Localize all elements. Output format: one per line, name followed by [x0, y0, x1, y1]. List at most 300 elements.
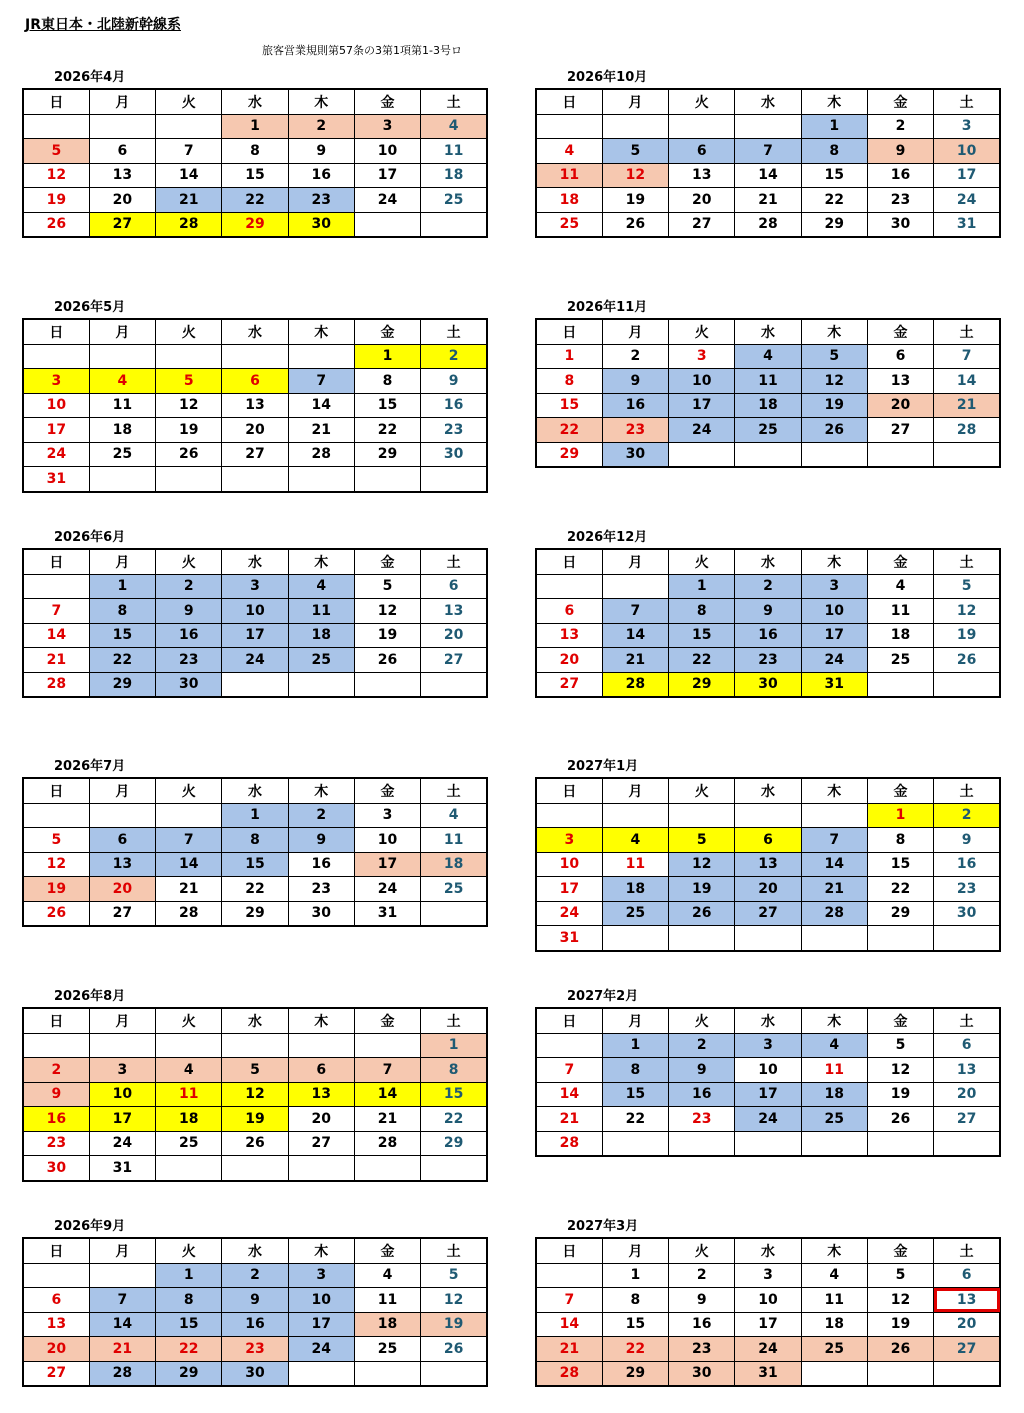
day-cell	[669, 803, 735, 828]
day-cell: 26	[867, 1107, 933, 1132]
day-cell: 10	[354, 828, 420, 853]
day-cell	[354, 467, 420, 492]
day-cell: 2	[288, 803, 354, 828]
day-cell: 6	[934, 1263, 1000, 1288]
week-row	[23, 1082, 487, 1107]
day-cell: 30	[669, 1361, 735, 1386]
day-cell: 25	[735, 418, 801, 443]
day-cell: 12	[867, 1288, 933, 1313]
day-cell: 14	[89, 1312, 155, 1337]
day-cell: 21	[536, 1337, 602, 1362]
day-cell	[801, 1131, 867, 1156]
month-calendar	[22, 300, 488, 493]
day-cell	[23, 803, 89, 828]
month-calendar	[22, 1219, 488, 1387]
weekday-header: 金	[354, 549, 420, 574]
day-cell: 5	[801, 344, 867, 369]
month-calendar	[22, 530, 488, 698]
day-cell: 25	[536, 212, 602, 237]
day-cell: 24	[735, 1337, 801, 1362]
day-cell: 21	[156, 188, 222, 213]
month-table	[22, 548, 488, 698]
weekday-header: 月	[89, 1008, 155, 1033]
day-cell: 4	[801, 1033, 867, 1058]
day-cell: 1	[536, 344, 602, 369]
day-cell	[89, 1033, 155, 1058]
page-title: JR東日本・北陸新幹線系	[25, 17, 181, 33]
day-cell	[354, 1361, 420, 1386]
day-cell: 29	[89, 672, 155, 697]
day-cell: 3	[536, 828, 602, 853]
day-cell: 8	[669, 599, 735, 624]
day-cell: 16	[669, 1312, 735, 1337]
day-cell: 28	[801, 901, 867, 926]
week-row	[536, 369, 1000, 394]
week-row	[536, 1361, 1000, 1386]
day-cell	[536, 1033, 602, 1058]
week-row	[23, 672, 487, 697]
day-cell: 10	[288, 1288, 354, 1313]
day-cell: 19	[867, 1082, 933, 1107]
week-row	[536, 1337, 1000, 1362]
day-cell	[536, 1263, 602, 1288]
day-cell: 29	[669, 672, 735, 697]
day-cell: 11	[801, 1058, 867, 1083]
month-title: 2026年6月	[54, 530, 126, 545]
week-row	[536, 1082, 1000, 1107]
week-row	[23, 648, 487, 673]
day-cell: 28	[536, 1361, 602, 1386]
week-row	[536, 188, 1000, 213]
day-cell: 19	[421, 1312, 487, 1337]
weekday-header: 月	[602, 1238, 668, 1263]
day-cell: 15	[867, 852, 933, 877]
day-cell: 27	[536, 672, 602, 697]
day-cell: 17	[354, 852, 420, 877]
month-table	[535, 1237, 1001, 1387]
day-cell	[735, 442, 801, 467]
day-cell: 1	[222, 803, 288, 828]
day-cell: 5	[23, 139, 89, 164]
day-cell: 1	[89, 574, 155, 599]
day-cell: 28	[156, 212, 222, 237]
day-cell: 20	[23, 1337, 89, 1362]
day-cell: 5	[354, 574, 420, 599]
month-table	[535, 777, 1001, 952]
day-cell: 4	[421, 803, 487, 828]
weekday-header: 土	[421, 549, 487, 574]
weekday-header: 土	[421, 319, 487, 344]
day-cell: 15	[602, 1312, 668, 1337]
day-cell: 23	[288, 188, 354, 213]
day-cell: 10	[23, 393, 89, 418]
day-cell: 11	[156, 1082, 222, 1107]
day-cell: 10	[536, 852, 602, 877]
day-cell: 31	[536, 926, 602, 951]
day-cell: 21	[288, 418, 354, 443]
day-cell: 14	[934, 369, 1000, 394]
month-calendar	[535, 1219, 1001, 1387]
day-cell	[669, 442, 735, 467]
week-row	[23, 163, 487, 188]
day-cell	[89, 1263, 155, 1288]
week-row	[23, 1312, 487, 1337]
day-cell: 25	[89, 442, 155, 467]
weekday-header: 水	[735, 89, 801, 114]
day-cell: 2	[934, 803, 1000, 828]
week-row	[536, 139, 1000, 164]
day-cell: 13	[89, 163, 155, 188]
day-cell: 6	[288, 1058, 354, 1083]
week-row	[536, 901, 1000, 926]
week-row	[536, 393, 1000, 418]
weekday-header: 月	[89, 319, 155, 344]
weekday-header: 土	[421, 89, 487, 114]
day-cell: 28	[354, 1131, 420, 1156]
day-cell: 2	[288, 114, 354, 139]
week-row	[23, 901, 487, 926]
day-cell: 14	[288, 393, 354, 418]
day-cell	[602, 574, 668, 599]
month-table	[22, 777, 488, 927]
month-calendar	[535, 759, 1001, 952]
day-cell: 17	[222, 623, 288, 648]
day-cell: 7	[934, 344, 1000, 369]
day-cell: 19	[354, 623, 420, 648]
day-cell: 22	[602, 1107, 668, 1132]
day-cell	[421, 1361, 487, 1386]
month-calendar	[22, 70, 488, 238]
day-cell: 13	[934, 1288, 1000, 1313]
day-cell: 5	[421, 1263, 487, 1288]
day-cell: 11	[421, 828, 487, 853]
day-cell: 16	[934, 852, 1000, 877]
month-title: 2027年3月	[567, 1219, 639, 1234]
day-cell: 4	[288, 574, 354, 599]
month-title: 2027年1月	[567, 759, 639, 774]
day-cell	[288, 672, 354, 697]
month-table	[535, 1007, 1001, 1157]
day-cell: 12	[354, 599, 420, 624]
day-cell: 24	[23, 442, 89, 467]
day-cell: 16	[288, 163, 354, 188]
day-cell	[23, 1263, 89, 1288]
day-cell	[89, 467, 155, 492]
weekday-header: 土	[934, 778, 1000, 803]
day-cell: 3	[222, 574, 288, 599]
day-cell	[669, 114, 735, 139]
day-cell: 11	[536, 163, 602, 188]
day-cell: 29	[602, 1361, 668, 1386]
day-cell: 6	[89, 828, 155, 853]
weekday-header: 日	[23, 319, 89, 344]
day-cell	[536, 114, 602, 139]
day-cell	[934, 1131, 1000, 1156]
month-table	[535, 318, 1001, 468]
day-cell	[602, 803, 668, 828]
week-row	[536, 1058, 1000, 1083]
day-cell: 1	[421, 1033, 487, 1058]
day-cell: 2	[23, 1058, 89, 1083]
day-cell: 9	[222, 1288, 288, 1313]
day-cell: 20	[867, 393, 933, 418]
day-cell: 1	[602, 1263, 668, 1288]
day-cell: 23	[602, 418, 668, 443]
day-cell: 2	[421, 344, 487, 369]
day-cell: 26	[354, 648, 420, 673]
weekday-header: 日	[536, 1238, 602, 1263]
day-cell	[222, 1033, 288, 1058]
day-cell	[288, 467, 354, 492]
day-cell: 12	[669, 852, 735, 877]
day-cell: 3	[354, 803, 420, 828]
day-cell	[867, 1131, 933, 1156]
day-cell: 25	[602, 901, 668, 926]
day-cell	[602, 1131, 668, 1156]
day-cell: 24	[934, 188, 1000, 213]
day-cell: 25	[156, 1131, 222, 1156]
day-cell: 15	[602, 1082, 668, 1107]
day-cell: 8	[602, 1288, 668, 1313]
day-cell: 11	[801, 1288, 867, 1313]
weekday-header: 木	[801, 319, 867, 344]
weekday-header: 土	[421, 1238, 487, 1263]
weekday-header: 土	[421, 1008, 487, 1033]
weekday-header: 木	[288, 778, 354, 803]
day-cell: 26	[222, 1131, 288, 1156]
page-subtitle: 旅客営業規則第57条の3第1項第1-3号ロ	[262, 44, 462, 57]
week-row	[23, 1337, 487, 1362]
day-cell: 6	[23, 1288, 89, 1313]
weekday-header-row	[23, 1008, 487, 1033]
day-cell	[801, 803, 867, 828]
day-cell: 27	[288, 1131, 354, 1156]
day-cell: 11	[288, 599, 354, 624]
day-cell: 21	[735, 188, 801, 213]
day-cell: 24	[288, 1337, 354, 1362]
day-cell: 17	[934, 163, 1000, 188]
day-cell: 15	[669, 623, 735, 648]
day-cell: 20	[669, 188, 735, 213]
day-cell: 20	[222, 418, 288, 443]
day-cell: 10	[934, 139, 1000, 164]
day-cell	[934, 672, 1000, 697]
day-cell: 17	[735, 1082, 801, 1107]
weekday-header: 日	[23, 1238, 89, 1263]
week-row	[536, 599, 1000, 624]
day-cell	[222, 344, 288, 369]
day-cell	[801, 442, 867, 467]
day-cell: 4	[421, 114, 487, 139]
day-cell: 5	[934, 574, 1000, 599]
day-cell: 3	[669, 344, 735, 369]
day-cell	[801, 1361, 867, 1386]
weekday-header: 金	[867, 549, 933, 574]
day-cell	[288, 344, 354, 369]
day-cell: 26	[23, 212, 89, 237]
day-cell: 27	[23, 1361, 89, 1386]
day-cell	[288, 1033, 354, 1058]
day-cell: 3	[288, 1263, 354, 1288]
day-cell: 17	[23, 418, 89, 443]
day-cell: 17	[801, 623, 867, 648]
day-cell	[735, 114, 801, 139]
weekday-header: 月	[89, 1238, 155, 1263]
weekday-header: 水	[222, 549, 288, 574]
week-row	[536, 1033, 1000, 1058]
weekday-header: 水	[735, 319, 801, 344]
weekday-header: 日	[536, 778, 602, 803]
weekday-header: 金	[354, 89, 420, 114]
day-cell: 1	[801, 114, 867, 139]
day-cell: 29	[801, 212, 867, 237]
weekday-header: 火	[669, 778, 735, 803]
day-cell: 22	[801, 188, 867, 213]
day-cell: 20	[288, 1107, 354, 1132]
day-cell: 16	[602, 393, 668, 418]
day-cell: 4	[867, 574, 933, 599]
week-row	[23, 139, 487, 164]
weekday-header: 火	[669, 319, 735, 344]
day-cell: 6	[934, 1033, 1000, 1058]
weekday-header: 金	[867, 319, 933, 344]
day-cell: 14	[156, 852, 222, 877]
weekday-header: 土	[934, 549, 1000, 574]
day-cell: 18	[288, 623, 354, 648]
day-cell	[867, 1361, 933, 1386]
weekday-header: 木	[801, 89, 867, 114]
day-cell: 18	[867, 623, 933, 648]
month-calendar	[22, 989, 488, 1182]
day-cell: 27	[934, 1337, 1000, 1362]
day-cell: 12	[867, 1058, 933, 1083]
weekday-header: 水	[735, 778, 801, 803]
day-cell: 13	[867, 369, 933, 394]
weekday-header: 日	[536, 1008, 602, 1033]
weekday-header: 水	[222, 778, 288, 803]
weekday-header: 日	[536, 89, 602, 114]
weekday-header: 木	[288, 1238, 354, 1263]
week-row	[536, 672, 1000, 697]
day-cell: 5	[867, 1033, 933, 1058]
day-cell: 26	[669, 901, 735, 926]
day-cell	[421, 467, 487, 492]
day-cell: 6	[536, 599, 602, 624]
day-cell: 27	[867, 418, 933, 443]
day-cell: 11	[602, 852, 668, 877]
month-title: 2026年8月	[54, 989, 126, 1004]
day-cell: 27	[735, 901, 801, 926]
weekday-header: 金	[354, 1238, 420, 1263]
weekday-header: 木	[801, 1238, 867, 1263]
month-title: 2026年4月	[54, 70, 126, 85]
day-cell: 30	[867, 212, 933, 237]
weekday-header: 水	[222, 1238, 288, 1263]
day-cell: 15	[354, 393, 420, 418]
day-cell	[354, 1156, 420, 1181]
day-cell: 15	[89, 623, 155, 648]
month-title: 2026年12月	[567, 530, 648, 545]
weekday-header: 木	[801, 549, 867, 574]
week-row	[23, 1107, 487, 1132]
day-cell: 26	[23, 901, 89, 926]
weekday-header: 月	[602, 778, 668, 803]
day-cell: 23	[288, 877, 354, 902]
day-cell: 27	[222, 442, 288, 467]
day-cell	[354, 1033, 420, 1058]
weekday-header-row	[23, 89, 487, 114]
day-cell: 21	[602, 648, 668, 673]
day-cell: 30	[934, 901, 1000, 926]
day-cell: 14	[801, 852, 867, 877]
day-cell: 19	[801, 393, 867, 418]
day-cell: 8	[222, 139, 288, 164]
day-cell	[156, 467, 222, 492]
day-cell: 24	[222, 648, 288, 673]
day-cell: 9	[867, 139, 933, 164]
day-cell: 23	[934, 877, 1000, 902]
day-cell	[735, 926, 801, 951]
week-row	[23, 1288, 487, 1313]
day-cell	[23, 574, 89, 599]
day-cell: 13	[421, 599, 487, 624]
day-cell: 3	[89, 1058, 155, 1083]
day-cell: 16	[222, 1312, 288, 1337]
day-cell: 21	[801, 877, 867, 902]
day-cell: 26	[156, 442, 222, 467]
day-cell	[421, 672, 487, 697]
weekday-header: 水	[735, 1238, 801, 1263]
day-cell: 7	[89, 1288, 155, 1313]
day-cell	[735, 1131, 801, 1156]
day-cell: 30	[23, 1156, 89, 1181]
day-cell: 19	[156, 418, 222, 443]
weekday-header: 金	[354, 1008, 420, 1033]
day-cell: 22	[602, 1337, 668, 1362]
day-cell: 2	[735, 574, 801, 599]
day-cell: 11	[421, 139, 487, 164]
day-cell: 22	[421, 1107, 487, 1132]
day-cell: 10	[735, 1058, 801, 1083]
day-cell: 12	[602, 163, 668, 188]
week-row	[536, 212, 1000, 237]
day-cell: 11	[354, 1288, 420, 1313]
day-cell: 20	[735, 877, 801, 902]
day-cell: 31	[354, 901, 420, 926]
day-cell: 27	[934, 1107, 1000, 1132]
weekday-header-row	[23, 319, 487, 344]
day-cell: 28	[735, 212, 801, 237]
weekday-header: 水	[735, 549, 801, 574]
weekday-header: 日	[23, 1008, 89, 1033]
day-cell: 25	[354, 1337, 420, 1362]
day-cell: 29	[222, 901, 288, 926]
week-row	[23, 212, 487, 237]
day-cell: 4	[536, 139, 602, 164]
month-title: 2026年9月	[54, 1219, 126, 1234]
day-cell	[421, 212, 487, 237]
weekday-header: 火	[156, 1238, 222, 1263]
day-cell: 9	[288, 139, 354, 164]
weekday-header: 金	[867, 1238, 933, 1263]
day-cell: 6	[421, 574, 487, 599]
day-cell: 20	[934, 1082, 1000, 1107]
week-row	[23, 369, 487, 394]
week-row	[23, 574, 487, 599]
month-calendar	[535, 989, 1001, 1157]
weekday-header-row	[536, 319, 1000, 344]
day-cell: 18	[602, 877, 668, 902]
